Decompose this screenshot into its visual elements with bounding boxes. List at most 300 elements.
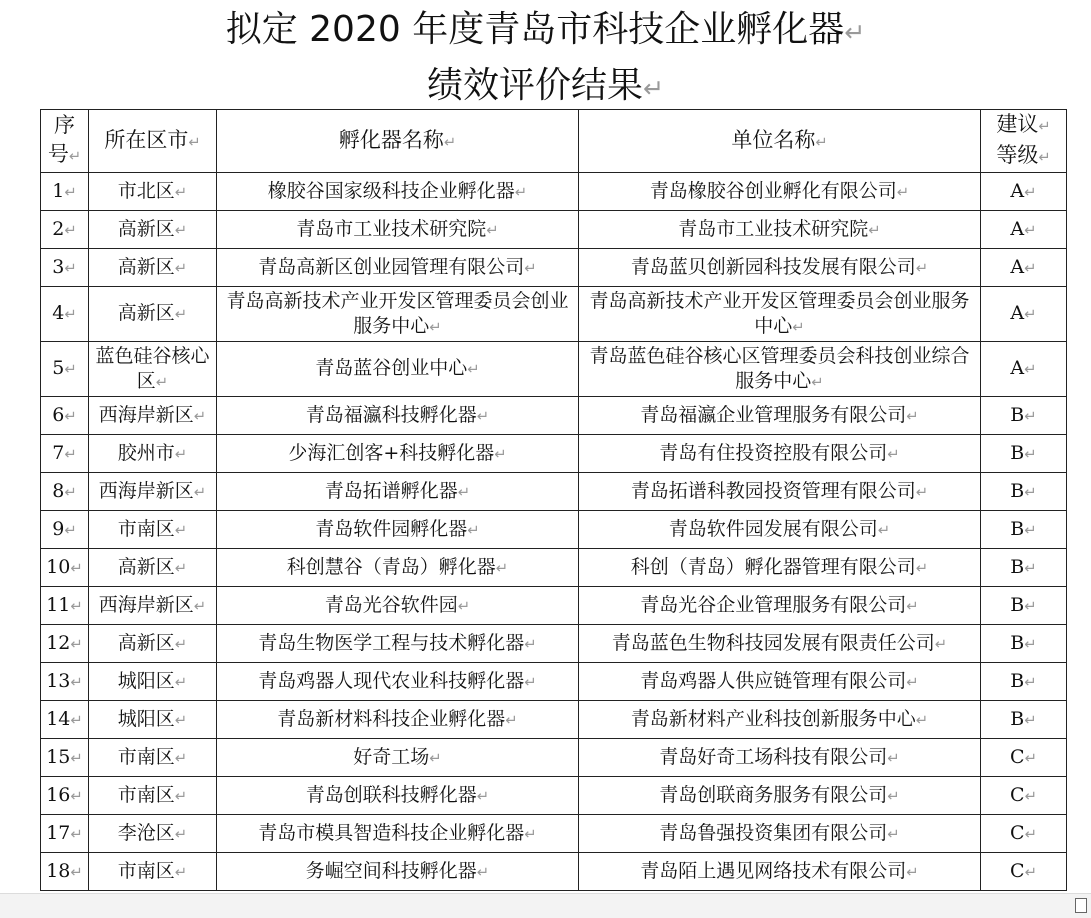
row-grade-cell-text: C bbox=[1010, 859, 1025, 882]
row-district-cell-text: 城阳区 bbox=[117, 669, 175, 692]
row-organization-cell-text: 青岛蓝色硅谷核心区管理委员会科技创业综合服务中心 bbox=[589, 344, 970, 392]
row-incubator-cell-text: 务崛空间科技孵化器 bbox=[305, 859, 477, 882]
paragraph-mark-icon: ↵ bbox=[429, 749, 442, 767]
paragraph-mark-icon: ↵ bbox=[811, 373, 824, 391]
row-organization-cell bbox=[579, 287, 981, 342]
paragraph-mark-icon: ↵ bbox=[906, 407, 919, 425]
row-index-cell-text: 14 bbox=[46, 707, 71, 730]
row-grade-cell bbox=[981, 815, 1067, 853]
paragraph-mark-icon: ↵ bbox=[1038, 118, 1051, 135]
paragraph-mark-icon: ↵ bbox=[514, 183, 528, 201]
row-organization-cell bbox=[579, 739, 981, 777]
header-district-text: 所在区市 bbox=[104, 127, 189, 152]
row-incubator-cell bbox=[217, 287, 579, 342]
paragraph-mark-icon: ↵ bbox=[934, 635, 948, 653]
row-index-cell bbox=[41, 587, 89, 625]
paragraph-mark-icon: ↵ bbox=[1038, 149, 1051, 166]
row-district-cell bbox=[89, 511, 217, 549]
row-organization-cell bbox=[579, 853, 981, 891]
paragraph-mark-icon: ↵ bbox=[174, 635, 188, 653]
paragraph-mark-icon: ↵ bbox=[193, 407, 207, 425]
row-grade-cell bbox=[981, 211, 1067, 249]
row-district-cell bbox=[89, 663, 217, 701]
row-district-cell bbox=[89, 397, 217, 435]
paragraph-mark-icon: ↵ bbox=[1024, 711, 1037, 729]
header-incubator bbox=[217, 110, 579, 173]
row-grade-cell-text: A bbox=[1010, 179, 1025, 202]
paragraph-mark-icon: ↵ bbox=[495, 559, 509, 577]
row-organization-cell bbox=[579, 473, 981, 511]
paragraph-mark-icon: ↵ bbox=[443, 133, 457, 151]
row-grade-cell-text: A bbox=[1010, 217, 1025, 240]
row-index-cell bbox=[41, 173, 89, 211]
row-grade-cell bbox=[981, 777, 1067, 815]
row-district-cell bbox=[89, 249, 217, 287]
row-district-cell-text: 高新区 bbox=[117, 217, 175, 240]
paragraph-mark-icon: ↵ bbox=[524, 259, 537, 277]
row-organization-cell-text: 青岛创联商务服务有限公司 bbox=[659, 783, 888, 806]
row-district-cell bbox=[89, 549, 217, 587]
header-district bbox=[89, 110, 217, 173]
row-incubator-cell-text: 青岛新材料科技企业孵化器 bbox=[277, 707, 506, 730]
paragraph-mark-icon: ↵ bbox=[1024, 825, 1037, 843]
row-incubator-cell bbox=[217, 211, 579, 249]
header-organization bbox=[579, 110, 981, 173]
header-grade-line1: 建议 bbox=[996, 112, 1039, 136]
row-grade-cell bbox=[981, 173, 1067, 211]
row-grade-cell-text: B bbox=[1010, 555, 1025, 578]
row-index-cell-text: 18 bbox=[46, 859, 71, 882]
paragraph-mark-icon: ↵ bbox=[64, 183, 77, 201]
paragraph-mark-icon: ↵ bbox=[174, 183, 188, 201]
row-district-cell-text: 市北区 bbox=[117, 179, 175, 202]
row-index-cell-text: 4 bbox=[52, 302, 65, 324]
row-incubator-cell bbox=[217, 173, 579, 211]
row-index-cell bbox=[41, 625, 89, 663]
paragraph-mark-icon: ↵ bbox=[64, 306, 77, 323]
paragraph-mark-icon: ↵ bbox=[64, 483, 77, 501]
row-organization-cell bbox=[579, 701, 981, 739]
row-district-cell-text: 高新区 bbox=[117, 555, 175, 578]
table-row bbox=[41, 777, 1067, 815]
row-incubator-cell-text: 少海汇创客+科技孵化器 bbox=[288, 441, 495, 464]
row-district-cell bbox=[89, 473, 217, 511]
table-row bbox=[41, 625, 1067, 663]
paragraph-mark-icon: ↵ bbox=[868, 221, 881, 239]
row-district-cell bbox=[89, 211, 217, 249]
row-organization-cell bbox=[579, 211, 981, 249]
row-grade-cell-text: B bbox=[1010, 669, 1025, 692]
paragraph-mark-icon: ↵ bbox=[70, 673, 83, 691]
paragraph-mark-icon: ↵ bbox=[70, 749, 83, 767]
paragraph-mark-icon: ↵ bbox=[174, 825, 188, 843]
row-organization-cell-text: 青岛蓝色生物科技园发展有限责任公司 bbox=[611, 631, 935, 654]
row-index-cell bbox=[41, 342, 89, 397]
paragraph-mark-icon: ↵ bbox=[524, 673, 537, 691]
table-row bbox=[41, 701, 1067, 739]
paragraph-mark-icon: ↵ bbox=[1024, 483, 1037, 501]
row-index-cell bbox=[41, 853, 89, 891]
document-title-line2 bbox=[0, 66, 1091, 109]
row-grade-cell-text: B bbox=[1010, 707, 1025, 730]
row-district-cell-text: 高新区 bbox=[117, 255, 175, 278]
paragraph-mark-icon: ↵ bbox=[1024, 306, 1037, 323]
header-organization-text: 单位名称 bbox=[731, 127, 816, 152]
row-index-cell bbox=[41, 397, 89, 435]
row-incubator-cell-text: 青岛生物医学工程与技术孵化器 bbox=[258, 631, 525, 654]
paragraph-mark-icon: ↵ bbox=[906, 673, 919, 691]
row-district-cell-text: 西海岸新区 bbox=[98, 479, 194, 502]
row-incubator-cell-text: 科创慧谷（青岛）孵化器 bbox=[286, 555, 496, 578]
row-incubator-cell bbox=[217, 739, 579, 777]
header-index-line1: 序 bbox=[54, 113, 75, 137]
row-grade-cell bbox=[981, 739, 1067, 777]
row-index-cell bbox=[41, 549, 89, 587]
row-district-cell bbox=[89, 173, 217, 211]
row-district-cell-text: 高新区 bbox=[117, 302, 175, 324]
row-district-cell bbox=[89, 777, 217, 815]
row-district-cell-text: 城阳区 bbox=[117, 707, 175, 730]
paragraph-mark-icon: ↵ bbox=[887, 787, 900, 805]
row-index-cell bbox=[41, 287, 89, 342]
row-grade-cell-text: B bbox=[1010, 517, 1025, 540]
row-index-cell-text: 16 bbox=[46, 783, 71, 806]
row-index-cell-text: 6 bbox=[52, 403, 65, 426]
row-incubator-cell-text: 青岛高新技术产业开发区管理委员会创业服务中心 bbox=[226, 289, 569, 337]
paragraph-mark-icon: ↵ bbox=[64, 259, 77, 277]
row-incubator-cell bbox=[217, 663, 579, 701]
row-district-cell bbox=[89, 287, 217, 342]
paragraph-mark-icon: ↵ bbox=[70, 787, 83, 805]
paragraph-mark-icon: ↵ bbox=[505, 711, 518, 729]
row-index-cell-text: 7 bbox=[52, 441, 65, 464]
table-row bbox=[41, 739, 1067, 777]
title-line1-text: 拟定 2020 年度青岛市科技企业孵化器 bbox=[225, 9, 845, 50]
row-grade-cell bbox=[981, 701, 1067, 739]
paragraph-mark-icon: ↵ bbox=[174, 306, 188, 323]
paragraph-mark-icon: ↵ bbox=[174, 445, 188, 463]
paragraph-mark-icon: ↵ bbox=[877, 521, 891, 539]
row-index-cell-text: 2 bbox=[52, 217, 65, 240]
row-incubator-cell bbox=[217, 587, 579, 625]
paragraph-mark-icon: ↵ bbox=[64, 407, 77, 425]
row-organization-cell bbox=[579, 587, 981, 625]
table-row bbox=[41, 587, 1067, 625]
row-grade-cell-text: A bbox=[1010, 255, 1025, 278]
row-organization-cell bbox=[579, 549, 981, 587]
paragraph-mark-icon: ↵ bbox=[915, 259, 929, 277]
row-organization-cell bbox=[579, 777, 981, 815]
table-row bbox=[41, 815, 1067, 853]
row-district-cell bbox=[89, 815, 217, 853]
paragraph-mark-icon: ↵ bbox=[1024, 635, 1037, 653]
paragraph-mark-icon: ↵ bbox=[1024, 673, 1037, 691]
row-organization-cell bbox=[579, 435, 981, 473]
paragraph-mark-icon: ↵ bbox=[915, 711, 929, 729]
row-incubator-cell bbox=[217, 397, 579, 435]
row-incubator-cell bbox=[217, 777, 579, 815]
row-incubator-cell-text: 青岛蓝谷创业中心 bbox=[315, 357, 468, 379]
row-index-cell-text: 11 bbox=[46, 593, 71, 616]
paragraph-mark-icon: ↵ bbox=[1024, 597, 1037, 615]
paragraph-mark-icon: ↵ bbox=[915, 559, 929, 577]
paragraph-mark-icon: ↵ bbox=[494, 445, 507, 463]
row-grade-cell bbox=[981, 587, 1067, 625]
paragraph-mark-icon: ↵ bbox=[887, 445, 900, 463]
table-row bbox=[41, 342, 1067, 397]
row-index-cell-text: 1 bbox=[52, 179, 65, 202]
paragraph-mark-icon: ↵ bbox=[174, 673, 188, 691]
row-index-cell bbox=[41, 663, 89, 701]
table-body bbox=[41, 173, 1067, 891]
status-bar bbox=[0, 893, 1091, 918]
row-index-cell bbox=[41, 473, 89, 511]
table-row bbox=[41, 853, 1067, 891]
row-incubator-cell-text: 青岛市模具智造科技企业孵化器 bbox=[258, 821, 525, 844]
title-line2-text: 绩效评价结果 bbox=[426, 65, 643, 106]
row-grade-cell bbox=[981, 473, 1067, 511]
row-organization-cell-text: 青岛市工业技术研究院 bbox=[678, 217, 869, 240]
paragraph-mark-icon: ↵ bbox=[68, 148, 82, 165]
row-organization-cell bbox=[579, 397, 981, 435]
table-row bbox=[41, 249, 1067, 287]
row-organization-cell-text: 青岛新材料产业科技创新服务中心 bbox=[630, 707, 916, 730]
paragraph-mark-icon: ↵ bbox=[1024, 521, 1037, 539]
paragraph-mark-icon: ↵ bbox=[1024, 221, 1037, 239]
row-grade-cell bbox=[981, 625, 1067, 663]
paragraph-mark-icon: ↵ bbox=[1024, 863, 1037, 881]
row-organization-cell bbox=[579, 625, 981, 663]
row-incubator-cell bbox=[217, 511, 579, 549]
row-index-cell-text: 10 bbox=[46, 555, 71, 578]
row-organization-cell-text: 青岛橡胶谷创业孵化有限公司 bbox=[649, 179, 897, 202]
row-grade-cell bbox=[981, 511, 1067, 549]
row-index-cell-text: 12 bbox=[46, 631, 71, 654]
row-organization-cell bbox=[579, 511, 981, 549]
row-incubator-cell bbox=[217, 549, 579, 587]
paragraph-mark-icon: ↵ bbox=[174, 221, 188, 239]
row-grade-cell bbox=[981, 397, 1067, 435]
paragraph-mark-icon: ↵ bbox=[524, 635, 537, 653]
paragraph-mark-icon: ↵ bbox=[1024, 361, 1037, 378]
row-organization-cell-text: 青岛陌上遇见网络技术有限公司 bbox=[640, 859, 907, 882]
document-title-line1 bbox=[0, 10, 1091, 53]
row-grade-cell bbox=[981, 663, 1067, 701]
row-district-cell bbox=[89, 701, 217, 739]
paragraph-mark-icon: ↵ bbox=[70, 711, 83, 729]
table-row bbox=[41, 663, 1067, 701]
row-incubator-cell-text: 青岛拓谱孵化器 bbox=[324, 479, 458, 502]
paragraph-mark-icon: ↵ bbox=[64, 445, 77, 463]
row-incubator-cell-text: 好奇工场 bbox=[353, 745, 430, 768]
row-incubator-cell bbox=[217, 853, 579, 891]
paragraph-mark-icon: ↵ bbox=[524, 825, 537, 843]
paragraph-mark-icon: ↵ bbox=[188, 133, 201, 151]
row-incubator-cell-text: 橡胶谷国家级科技企业孵化器 bbox=[267, 179, 515, 202]
paragraph-mark-icon: ↵ bbox=[896, 183, 910, 201]
row-incubator-cell-text: 青岛软件园孵化器 bbox=[315, 517, 468, 540]
row-index-cell bbox=[41, 777, 89, 815]
results-table bbox=[40, 109, 1067, 891]
row-grade-cell-text: B bbox=[1010, 441, 1025, 464]
paragraph-mark-icon: ↵ bbox=[906, 863, 919, 881]
row-district-cell-text: 市南区 bbox=[117, 745, 175, 768]
paragraph-mark-icon: ↵ bbox=[906, 597, 919, 615]
row-incubator-cell bbox=[217, 249, 579, 287]
paragraph-mark-icon: ↵ bbox=[70, 825, 83, 843]
paragraph-mark-icon: ↵ bbox=[1024, 183, 1037, 201]
row-organization-cell bbox=[579, 815, 981, 853]
row-grade-cell bbox=[981, 549, 1067, 587]
row-district-cell bbox=[89, 435, 217, 473]
row-incubator-cell-text: 青岛光谷软件园 bbox=[324, 593, 458, 616]
row-district-cell-text: 市南区 bbox=[117, 783, 175, 806]
paragraph-mark-icon: ↵ bbox=[1024, 749, 1037, 767]
table-row bbox=[41, 173, 1067, 211]
paragraph-mark-icon: ↵ bbox=[1024, 259, 1037, 277]
paragraph-mark-icon: ↵ bbox=[174, 259, 188, 277]
row-index-cell-text: 8 bbox=[52, 479, 65, 502]
paragraph-mark-icon: ↵ bbox=[174, 863, 188, 881]
row-incubator-cell bbox=[217, 342, 579, 397]
row-incubator-cell-text: 青岛鸡器人现代农业科技孵化器 bbox=[258, 669, 525, 692]
paragraph-mark-icon: ↵ bbox=[467, 521, 480, 539]
header-incubator-text: 孵化器名称 bbox=[338, 127, 444, 152]
paragraph-mark-icon: ↵ bbox=[642, 74, 665, 103]
paragraph-mark-icon: ↵ bbox=[174, 711, 188, 729]
row-organization-cell-text: 青岛蓝贝创新园科技发展有限公司 bbox=[630, 255, 916, 278]
row-index-cell bbox=[41, 701, 89, 739]
row-incubator-cell bbox=[217, 625, 579, 663]
table-row bbox=[41, 549, 1067, 587]
row-organization-cell-text: 青岛福瀛企业管理服务有限公司 bbox=[640, 403, 907, 426]
header-index bbox=[41, 110, 89, 173]
row-index-cell-text: 9 bbox=[52, 517, 65, 540]
header-index-line2: 号 bbox=[47, 142, 69, 166]
row-incubator-cell bbox=[217, 435, 579, 473]
paragraph-mark-icon: ↵ bbox=[844, 18, 866, 47]
row-incubator-cell-text: 青岛高新区创业园管理有限公司 bbox=[258, 255, 525, 278]
paragraph-mark-icon: ↵ bbox=[193, 597, 207, 615]
row-index-cell-text: 3 bbox=[52, 255, 65, 278]
paragraph-mark-icon: ↵ bbox=[174, 787, 188, 805]
row-organization-cell-text: 青岛高新技术产业开发区管理委员会创业服务中心 bbox=[589, 289, 970, 337]
row-organization-cell-text: 青岛拓谱科教园投资管理有限公司 bbox=[630, 479, 916, 502]
row-organization-cell-text: 青岛鸡器人供应链管理有限公司 bbox=[640, 669, 907, 692]
row-organization-cell bbox=[579, 249, 981, 287]
row-grade-cell-text: B bbox=[1010, 479, 1025, 502]
row-index-cell bbox=[41, 435, 89, 473]
row-grade-cell-text: C bbox=[1010, 821, 1025, 844]
row-grade-cell-text: A bbox=[1010, 302, 1025, 324]
paragraph-mark-icon: ↵ bbox=[1024, 407, 1037, 425]
paragraph-mark-icon: ↵ bbox=[70, 559, 83, 577]
paragraph-mark-icon: ↵ bbox=[815, 133, 828, 151]
row-grade-cell-text: B bbox=[1010, 593, 1025, 616]
row-incubator-cell bbox=[217, 473, 579, 511]
paragraph-mark-icon: ↵ bbox=[476, 407, 490, 425]
row-district-cell bbox=[89, 739, 217, 777]
table-row bbox=[41, 435, 1067, 473]
table-row bbox=[41, 211, 1067, 249]
row-district-cell-text: 西海岸新区 bbox=[98, 403, 194, 426]
paragraph-mark-icon: ↵ bbox=[486, 221, 499, 239]
paragraph-mark-icon: ↵ bbox=[70, 635, 83, 653]
row-grade-cell bbox=[981, 287, 1067, 342]
row-grade-cell-text: B bbox=[1010, 403, 1025, 426]
paragraph-mark-icon: ↵ bbox=[467, 361, 480, 378]
table-row bbox=[41, 511, 1067, 549]
row-district-cell bbox=[89, 625, 217, 663]
header-grade-line2: 等级 bbox=[996, 143, 1039, 167]
row-index-cell bbox=[41, 211, 89, 249]
row-incubator-cell-text: 青岛市工业技术研究院 bbox=[296, 217, 487, 240]
row-index-cell-text: 15 bbox=[46, 745, 71, 768]
row-district-cell bbox=[89, 587, 217, 625]
paragraph-mark-icon: ↵ bbox=[1024, 787, 1037, 805]
row-incubator-cell bbox=[217, 815, 579, 853]
row-district-cell-text: 蓝色硅谷核心区 bbox=[95, 344, 210, 392]
row-district-cell-text: 高新区 bbox=[117, 631, 175, 654]
paragraph-mark-icon: ↵ bbox=[193, 483, 207, 501]
row-incubator-cell-text: 青岛创联科技孵化器 bbox=[305, 783, 477, 806]
row-district-cell-text: 市南区 bbox=[117, 517, 175, 540]
row-index-cell bbox=[41, 511, 89, 549]
paragraph-mark-icon: ↵ bbox=[70, 863, 83, 881]
row-index-cell bbox=[41, 815, 89, 853]
row-grade-cell-text: C bbox=[1010, 745, 1025, 768]
row-organization-cell bbox=[579, 663, 981, 701]
row-district-cell bbox=[89, 342, 217, 397]
table-row bbox=[41, 397, 1067, 435]
row-organization-cell bbox=[579, 173, 981, 211]
paragraph-mark-icon: ↵ bbox=[476, 787, 490, 805]
paragraph-mark-icon: ↵ bbox=[915, 483, 929, 501]
row-grade-cell-text: A bbox=[1010, 357, 1025, 379]
paragraph-mark-icon: ↵ bbox=[64, 521, 77, 539]
paragraph-mark-icon: ↵ bbox=[429, 318, 442, 336]
row-district-cell-text: 市南区 bbox=[117, 859, 175, 882]
row-district-cell-text: 李沧区 bbox=[117, 821, 175, 844]
row-district-cell bbox=[89, 853, 217, 891]
paragraph-mark-icon: ↵ bbox=[174, 749, 188, 767]
paragraph-mark-icon: ↵ bbox=[457, 483, 471, 501]
paragraph-mark-icon: ↵ bbox=[887, 825, 900, 843]
row-district-cell-text: 胶州市 bbox=[117, 441, 175, 464]
row-index-cell bbox=[41, 249, 89, 287]
row-index-cell bbox=[41, 739, 89, 777]
row-index-cell-text: 5 bbox=[52, 357, 65, 379]
table-row bbox=[41, 287, 1067, 342]
row-index-cell-text: 13 bbox=[46, 669, 71, 692]
row-grade-cell bbox=[981, 342, 1067, 397]
row-organization-cell-text: 青岛软件园发展有限公司 bbox=[668, 517, 878, 540]
row-district-cell-text: 西海岸新区 bbox=[98, 593, 194, 616]
row-organization-cell-text: 青岛鲁强投资集团有限公司 bbox=[659, 821, 888, 844]
row-organization-cell bbox=[579, 342, 981, 397]
row-organization-cell-text: 青岛有住投资控股有限公司 bbox=[659, 441, 888, 464]
row-incubator-cell bbox=[217, 701, 579, 739]
paragraph-mark-icon: ↵ bbox=[457, 597, 471, 615]
paragraph-mark-icon: ↵ bbox=[1024, 559, 1037, 577]
paragraph-mark-icon: ↵ bbox=[155, 373, 169, 391]
paragraph-mark-icon: ↵ bbox=[476, 863, 490, 881]
paragraph-mark-icon: ↵ bbox=[64, 221, 77, 239]
row-index-cell-text: 17 bbox=[46, 821, 71, 844]
page-view-icon[interactable] bbox=[1075, 898, 1087, 913]
row-incubator-cell-text: 青岛福瀛科技孵化器 bbox=[305, 403, 477, 426]
row-grade-cell bbox=[981, 249, 1067, 287]
